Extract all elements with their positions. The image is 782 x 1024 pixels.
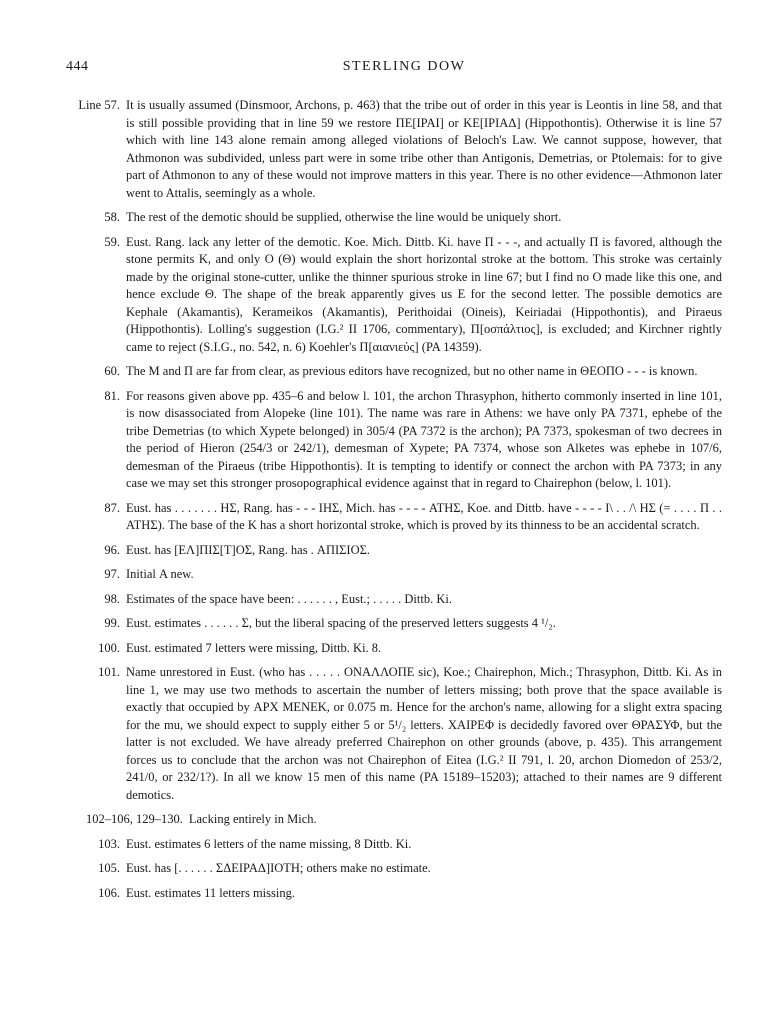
note-number: 103. [98, 836, 120, 851]
note-text: Initial Α new. [126, 567, 194, 581]
note-number: 99. [104, 616, 120, 630]
note-number: 106. [98, 885, 120, 900]
note-number: 60. [104, 364, 120, 378]
note-line-106 [62, 885, 722, 903]
note-text: The Μ and Π are far from clear, as previous editors have recognized, but no other name in ΘΕΟΠΟ - - - is known. [126, 364, 698, 378]
note-line-98 [62, 591, 722, 609]
note-line-103 [62, 836, 722, 854]
note-text: Eust. estimates . . . . . . Σ, but the liberal spacing of the preserved letters suggests 4 ¹/₂. [126, 616, 556, 630]
note-text: Eust. estimates 11 letters missing. [126, 885, 295, 900]
note-line-59 [62, 234, 722, 357]
note-line-87 [62, 500, 722, 535]
note-line-60 [62, 363, 722, 381]
note-line-58 [62, 209, 722, 227]
note-text: Eust. estimated 7 letters were missing, Dittb. Ki. 8. [126, 640, 382, 655]
note-number: 97. [104, 567, 120, 581]
note-number: 100. [98, 640, 120, 655]
note-text: Eust. has . . . . . . . ΗΣ, Rang. has - - - ΙΗΣ, Mich. has - - - - ΑΤΗΣ, Koe. and Dittb. have - - - - Ι\ . . /\ ΗΣ (= . . . . Π . . ΑΤΗΣ). The base of the Κ has a short horizontal stroke, which is proved by its thinness to be an accidental scratch. [126, 500, 722, 532]
note-text: For reasons given above pp. 435–6 and below l. 101, the archon Thrasyphon, hitherto commonly inserted in line 101, is now disassociated from Alopeke (line 101). The name was rare in Athens: we have only PA 7371, ephebe of the tribe Demetrias (to which Xypete belonged) in 305/4 (PA 7372 is the archon); PA 7373, spokesman of two decrees in the period of Hieron (254/3 or 242/1), demesman of Xypete; PA 7374, whose son Alketes was ephebe in 107/6, demesman of the Piraeus (tribe Hippothontis). It is tempting to identify or connect the archon with PA 7373; in any case we may set this stronger prosopographical evidence against that in regard to Chairephon (below, l. 101). [126, 388, 722, 490]
note-number: 87. [104, 500, 120, 515]
note-line-101 [62, 664, 722, 804]
note-number: 81. [104, 388, 120, 403]
running-header [66, 58, 742, 80]
page-number: 444 [66, 59, 89, 74]
note-text: Name unrestored in Eust. (who has . . . . . ΟΝΑΛΛΟΠΕ sic), Koe.; Chairephon, Mich.; Thrasyphon, Dittb. Ki. As in line 1, we may use two methods to ascertain the number of letters missing; both prove that the space available is exactly that occupied by ΑΡΧ ΜΕΝΕΚ, or 0.075 m. Hence for the archon's name, allowing for a slight extra spacing for the mu, we should expect to supply either 5 or 5¹/₂ letters. ΧΑΙΡΕΦ is decidedly favored over ΘΡΑΣΥΦ, but the latter is not excluded. We have already preferred Chairephon on other grounds (above, p. 435). This arrangement forces us to conclude that the archon was not Chairephon of Eitea (I.G.² II 791, l. 20, archon Diomedon of 253/2, 241/0, or 232/1?). In all we know 15 men of this name (PA 15189–15203); attached to their names are 9 different demotics. [126, 665, 722, 802]
note-number: Line 57. [78, 98, 120, 112]
note-line-96 [62, 542, 722, 560]
note-text: Eust. has [ΕΛ]ΠΙΣ[Τ]ΟΣ, Rang. has . ΑΠΙΣΙΟΣ. [126, 542, 371, 557]
note-number: 96. [104, 542, 120, 557]
note-number: 58. [104, 210, 120, 224]
note-line-99 [62, 615, 722, 633]
note-lines-102-106 [62, 811, 722, 829]
running-title: STERLING DOW [342, 59, 466, 74]
note-text: The rest of the demotic should be supplied, otherwise the line would be uniquely short. [126, 210, 562, 224]
note-number: 98. [104, 591, 120, 606]
note-text: Eust. has [. . . . . . ΣΔΕΙΡΑΔ]ΙΟΤΗ; others make no estimate. [126, 861, 431, 875]
commentary-notes [62, 97, 722, 909]
note-text: It is usually assumed (Dinsmoor, Archons, p. 463) that the tribe out of order in this year is Leontis in line 58, and that is still possible providing that in line 59 we restore ΠΕ[ΙΡΑΙ] or ΚΕ[ΙΡΙΑΔ] (Hippothontis). Otherwise it is line 57 which with line 143 alone remain among alleged violations of Beloch's Law. We cannot suppose, however, that Athmonon was subdivided, unless part were in some tribe other than Antigonis, Demetrias, or Ptolemais: for to give part of Athmonon to any of these would not improve matters in this year. There is no other evidence—Athmonon later went to Attalis, seemingly as a whole. [126, 98, 722, 200]
note-number: 59. [104, 234, 120, 249]
note-text: Eust. estimates 6 letters of the name missing, 8 Dittb. Ki. [126, 836, 412, 851]
note-number: 101. [98, 665, 120, 679]
note-line-97 [62, 566, 722, 584]
note-number: 102–106, 129–130. [86, 812, 183, 826]
note-text: Estimates of the space have been: . . . . . . , Eust.; . . . . . Dittb. Ki. [126, 591, 452, 606]
note-text: Eust. Rang. lack any letter of the demotic. Koe. Mich. Dittb. Ki. have Π - - -, and actually Π is favored, although the stone permits Κ, and only Ο (Θ) would explain the short horizontal stroke at the bottom. This stroke was certainly made by the original stone-cutter, unlike the thinner spurious stroke in line 67; but I find no Ο made like this one, and hence exclude Θ. The shape of the break apparently gives us Ε for the second letter. The possible demotics are Kephale (Akamantis), Kerameikos (Akamantis), Perithoidai (Oineis), Keiriadai (Hippothontis), and Piraeus (Hippothontis). Lolling's suggestion (I.G.² II 1706, commentary), Π[οσπάλτιος], is excluded; and Kirchner rightly came to reject (S.I.G., no. 542, n. 6) Koehler's Π[αιανιεύς] (PA 14359). [126, 234, 722, 354]
note-text: Lacking entirely in Mich. [188, 812, 317, 826]
note-line-81 [62, 388, 722, 493]
note-line-57 [62, 97, 722, 202]
note-number: 105. [98, 861, 120, 875]
note-line-100 [62, 640, 722, 658]
note-line-105 [62, 860, 722, 878]
